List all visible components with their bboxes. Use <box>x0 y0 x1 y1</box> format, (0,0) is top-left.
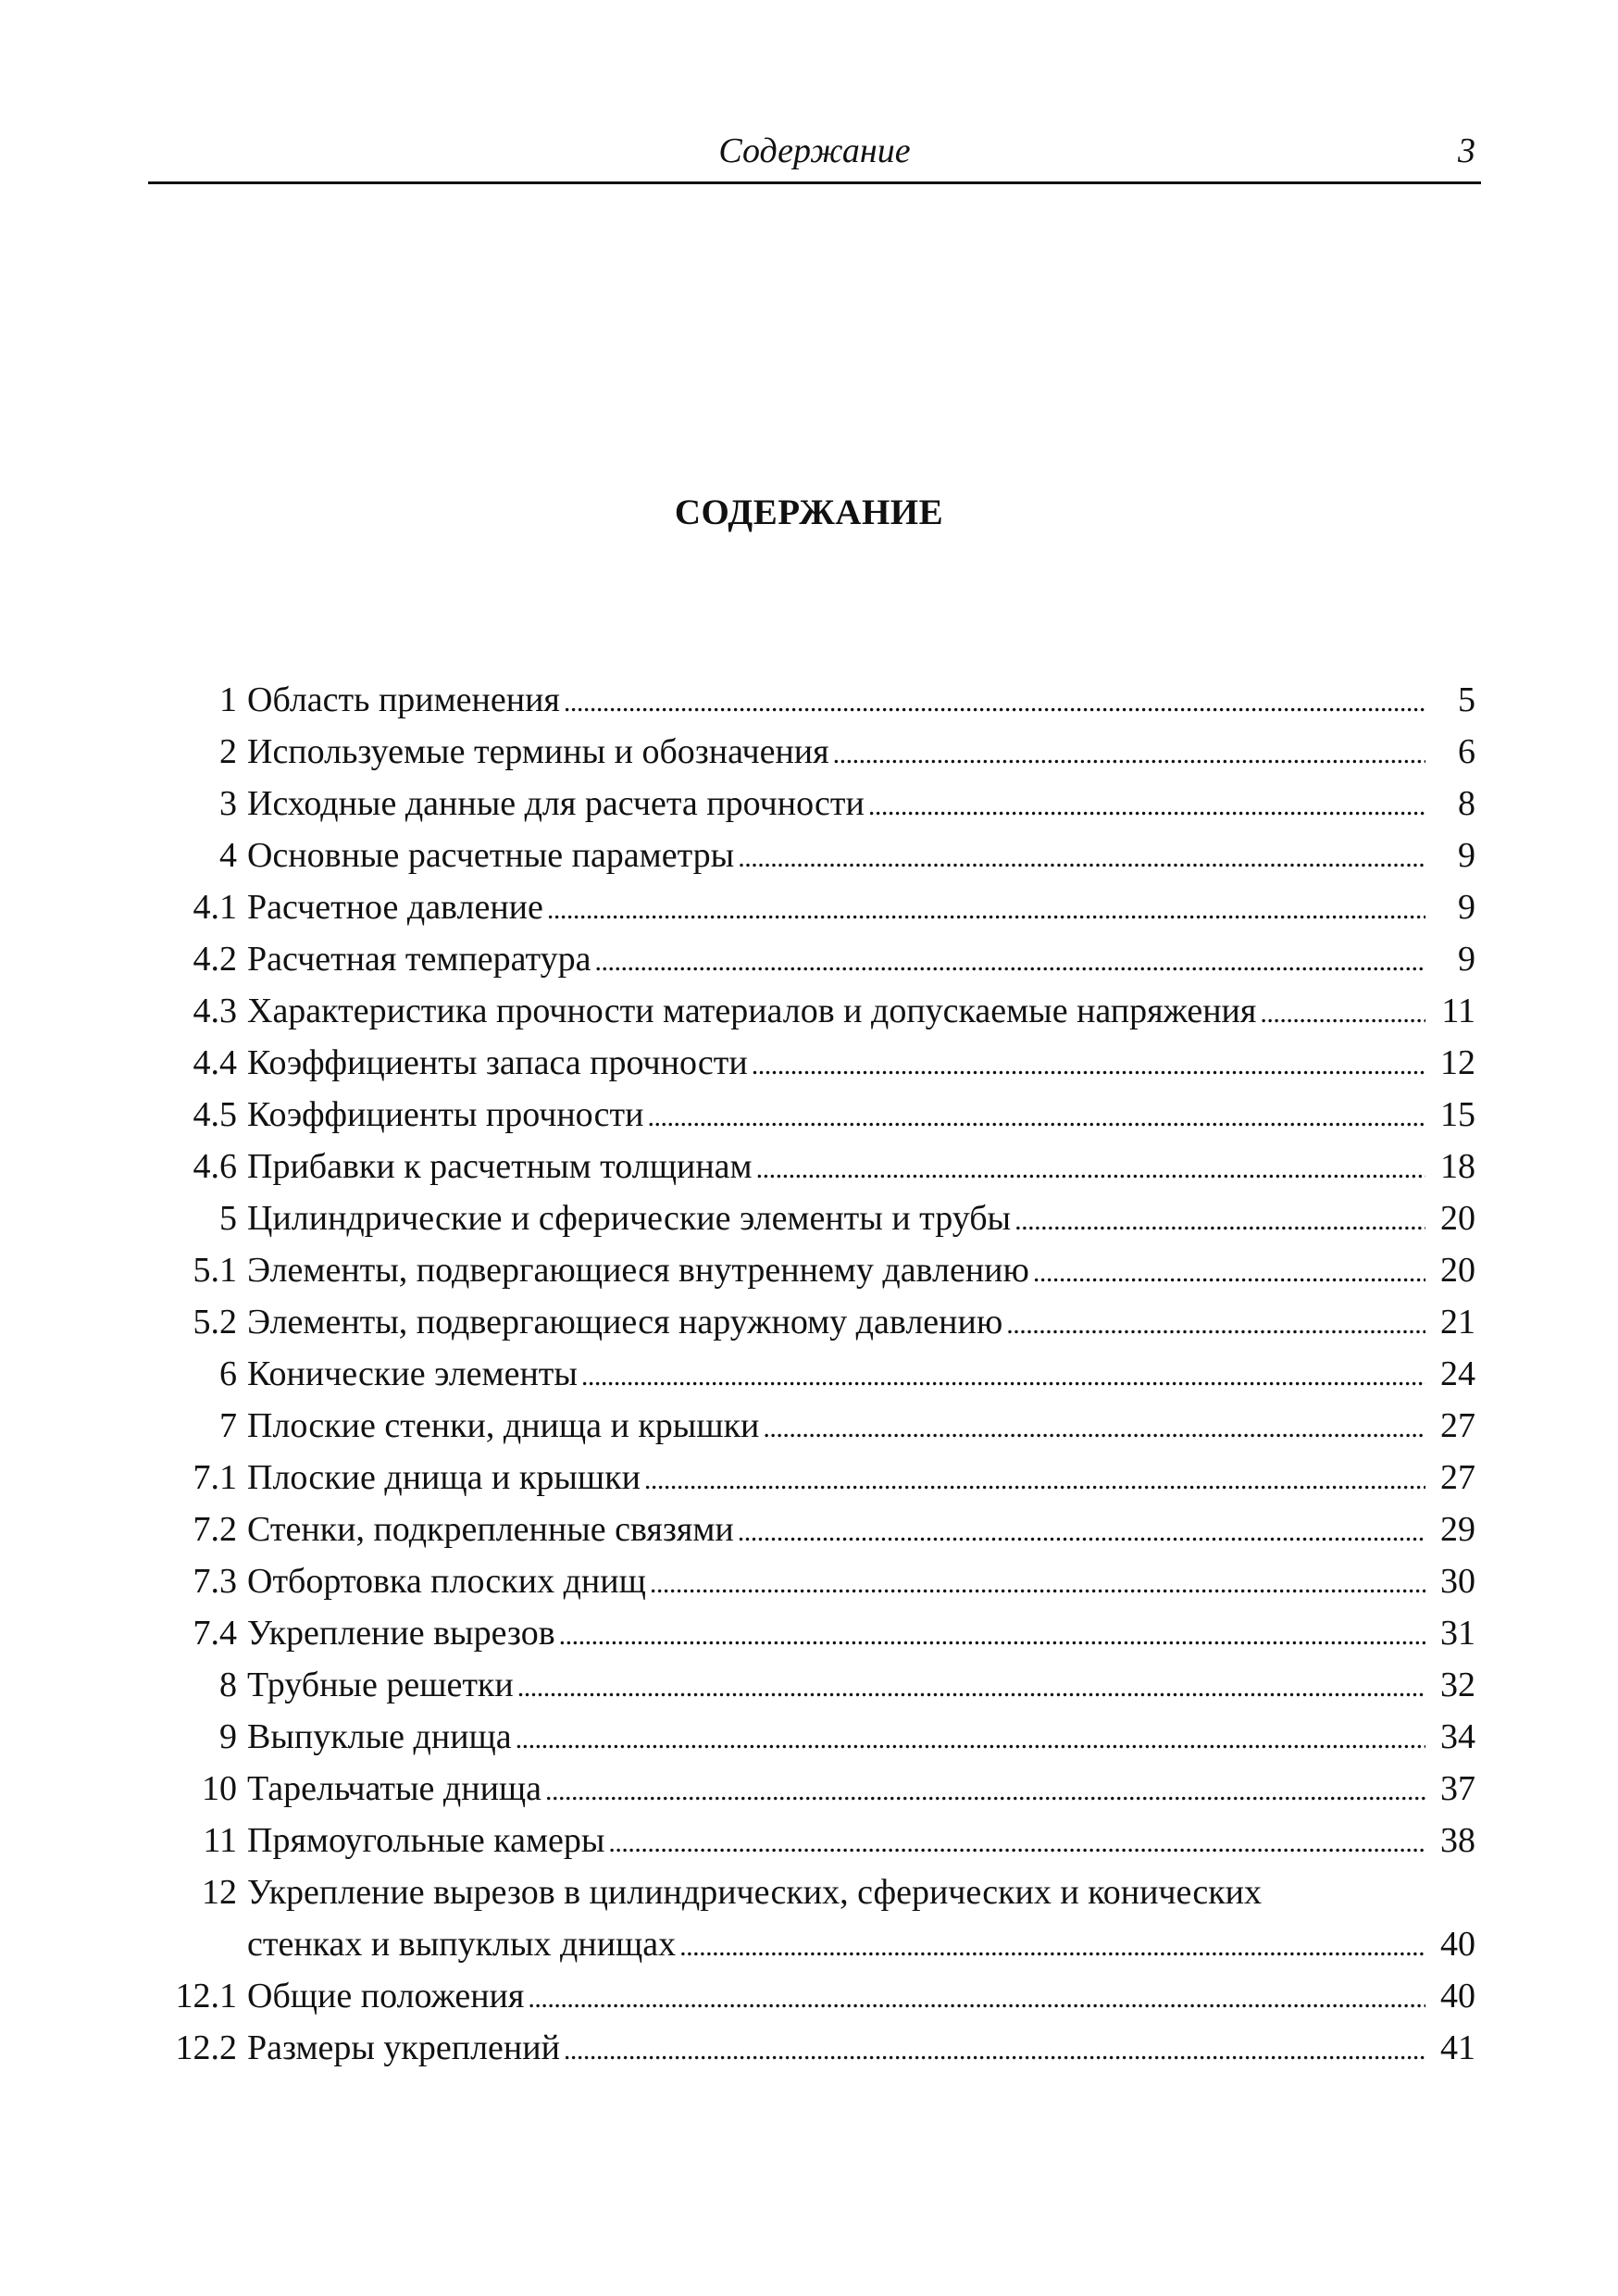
toc-entry[interactable] <box>0 1763 1618 1815</box>
toc-entry-number: 5 <box>219 1199 237 1238</box>
toc-entry-title: Коэффициенты запаса прочности <box>247 1043 748 1082</box>
toc-entry-title: Плоские днища и крышки <box>247 1458 641 1497</box>
toc-entry[interactable] <box>0 1504 1618 1555</box>
toc-entry-page: 27 <box>1440 1406 1475 1445</box>
toc-entry[interactable] <box>0 1037 1618 1089</box>
toc-entry-page: 40 <box>1440 1925 1475 1964</box>
toc-entry[interactable] <box>0 726 1618 778</box>
toc-entry[interactable] <box>0 1348 1618 1400</box>
dot-leader <box>545 1766 1425 1815</box>
toc-entry-page: 11 <box>1441 992 1475 1030</box>
toc-entry-title: Коэффициенты прочности <box>247 1095 644 1134</box>
toc-entry-title: Элементы, подвергающиеся внутреннему давлению <box>247 1251 1029 1290</box>
toc-entry-number: 8 <box>219 1666 237 1704</box>
toc-entry-page: 8 <box>1458 784 1475 823</box>
toc-entry-page: 20 <box>1440 1251 1475 1290</box>
toc-entry-page: 9 <box>1458 836 1475 875</box>
toc-entry-page: 5 <box>1458 680 1475 719</box>
toc-entry-page: 38 <box>1440 1821 1475 1860</box>
toc-entry-title: Конические элементы <box>247 1354 578 1393</box>
toc-entry-page: 24 <box>1440 1354 1475 1393</box>
toc-entry-title: Цилиндрические и сферические элементы и трубы <box>247 1199 1012 1238</box>
toc-entry-number: 7.2 <box>193 1510 237 1549</box>
toc-entry[interactable] <box>0 1452 1618 1504</box>
toc-entry[interactable] <box>0 2022 1618 2074</box>
toc-entry-title: Исходные данные для расчета прочности <box>247 784 865 823</box>
dot-leader <box>564 677 1425 726</box>
dot-leader <box>763 1403 1425 1452</box>
toc-entry-title: Укрепление вырезов <box>247 1614 555 1653</box>
toc-entry-title: Область применения <box>247 680 560 719</box>
dot-leader <box>752 1040 1425 1089</box>
dot-leader <box>1006 1299 1425 1348</box>
toc-entry-number: 6 <box>219 1354 237 1393</box>
toc-entry-page: 9 <box>1458 940 1475 979</box>
toc-entry-number: 5.2 <box>193 1303 237 1341</box>
toc-entry-title: Прямоугольные камеры <box>247 1821 605 1860</box>
toc-entry-number: 7.4 <box>193 1614 237 1653</box>
toc-entry-number: 4.1 <box>193 888 237 927</box>
running-header <box>148 128 1481 184</box>
toc-entry[interactable] <box>0 1296 1618 1348</box>
toc-entry-page: 30 <box>1440 1562 1475 1601</box>
toc-entry-number: 12.2 <box>175 2028 237 2067</box>
dot-leader <box>679 1921 1425 1970</box>
toc-entry[interactable] <box>0 1711 1618 1763</box>
toc-entry-title: Трубные решетки <box>247 1666 514 1704</box>
dot-leader <box>756 1143 1425 1192</box>
toc-entry-page: 34 <box>1440 1717 1475 1756</box>
toc-entry-number: 4.2 <box>193 940 237 979</box>
running-title: Содержание <box>718 131 911 170</box>
toc-entry-multiline[interactable] <box>0 1866 1618 1970</box>
toc-entry-number: 4.5 <box>193 1095 237 1134</box>
toc-entry-title: Характеристика прочности материалов и допускаемые напряжения <box>247 992 1257 1030</box>
dot-leader <box>738 1506 1425 1555</box>
toc-entry[interactable] <box>0 1400 1618 1452</box>
toc-entry-title-line2: стенках и выпуклых днищах <box>247 1925 677 1964</box>
toc-entry-number: 4 <box>219 836 237 875</box>
toc-entry[interactable] <box>0 674 1618 726</box>
dot-leader <box>647 1092 1425 1141</box>
toc-entry-page: 32 <box>1440 1666 1475 1704</box>
toc-entry-page: 9 <box>1458 888 1475 927</box>
toc-entry-page: 37 <box>1440 1769 1475 1808</box>
toc-entry-number: 7 <box>219 1406 237 1445</box>
toc-entry[interactable] <box>0 1555 1618 1607</box>
toc-entry-page: 15 <box>1440 1095 1475 1134</box>
toc-entry-title-line1: Укрепление вырезов в цилиндрических, сферических и конических <box>247 1873 1263 1912</box>
dot-leader <box>547 884 1425 933</box>
toc-entry-title: Расчетная температура <box>247 940 591 979</box>
toc-heading: СОДЕРЖАНИЕ <box>674 493 944 532</box>
dot-leader <box>608 1817 1425 1866</box>
toc-entry-page: 31 <box>1440 1614 1475 1653</box>
toc-entry-page: 6 <box>1458 732 1475 771</box>
toc-entry-title: Общие положения <box>247 1977 525 2015</box>
toc-entry-number: 4.3 <box>193 992 237 1030</box>
toc-entry[interactable] <box>0 830 1618 881</box>
toc-entry[interactable] <box>0 1659 1618 1711</box>
toc-entry[interactable] <box>0 1815 1618 1866</box>
toc-entry-number: 5.1 <box>193 1251 237 1290</box>
toc-entry-title: Отбортовка плоских днищ <box>247 1562 646 1601</box>
toc-entry-number: 2 <box>219 732 237 771</box>
toc-entry[interactable] <box>0 1141 1618 1192</box>
toc-entry-number: 12.1 <box>175 1977 237 2015</box>
toc-entry-title: Расчетное давление <box>247 888 543 927</box>
toc-entry-title: Плоские стенки, днища и крышки <box>247 1406 760 1445</box>
dot-leader <box>644 1454 1425 1504</box>
toc-entry[interactable] <box>0 1192 1618 1244</box>
toc-entry-page: 40 <box>1440 1977 1475 2015</box>
dot-leader <box>868 780 1425 830</box>
toc-entry-number: 1 <box>219 680 237 719</box>
toc-entry-page: 29 <box>1440 1510 1475 1549</box>
toc-entry-page: 12 <box>1440 1043 1475 1082</box>
toc-entry-number: 10 <box>202 1769 237 1808</box>
toc-entry-page: 18 <box>1440 1147 1475 1186</box>
toc-entry[interactable] <box>0 933 1618 985</box>
toc-entry[interactable] <box>0 1607 1618 1659</box>
dot-leader <box>581 1351 1425 1400</box>
toc-entry[interactable] <box>0 881 1618 933</box>
dot-leader <box>650 1558 1425 1607</box>
dot-leader <box>1033 1247 1425 1296</box>
toc-entry-number: 9 <box>219 1717 237 1756</box>
toc-entry-title: Тарельчатые днища <box>247 1769 542 1808</box>
toc-entry-page: 21 <box>1440 1303 1475 1341</box>
dot-leader <box>517 1662 1425 1711</box>
toc-entry-number: 12 <box>202 1873 237 1912</box>
toc-entry[interactable] <box>0 1244 1618 1296</box>
dot-leader <box>1014 1195 1425 1244</box>
toc-entry-title: Основные расчетные параметры <box>247 836 735 875</box>
toc-entry-number: 4.4 <box>193 1043 237 1082</box>
dot-leader <box>516 1714 1425 1763</box>
dot-leader <box>564 2025 1425 2074</box>
dot-leader <box>528 1973 1425 2022</box>
toc-entry-page: 20 <box>1440 1199 1475 1238</box>
page-number: 3 <box>1458 131 1475 170</box>
dot-leader <box>594 936 1425 985</box>
toc-entry[interactable] <box>0 1089 1618 1141</box>
toc-entry-number: 7.3 <box>193 1562 237 1601</box>
toc-entry-title: Прибавки к расчетным толщинам <box>247 1147 753 1186</box>
toc-entry-page: 41 <box>1440 2028 1475 2067</box>
toc-entry-number: 7.1 <box>193 1458 237 1497</box>
toc-entry-page: 27 <box>1440 1458 1475 1497</box>
toc-entry-number: 4.6 <box>193 1147 237 1186</box>
dot-leader <box>833 729 1425 778</box>
dot-leader <box>738 832 1425 881</box>
toc-entry[interactable] <box>0 1970 1618 2022</box>
toc-entry-title: Используемые термины и обозначения <box>247 732 829 771</box>
toc-entry-title: Стенки, подкрепленные связями <box>247 1510 734 1549</box>
dot-leader <box>559 1610 1425 1659</box>
toc-entry-number: 11 <box>203 1821 237 1860</box>
toc-entry-title: Размеры укреплений <box>247 2028 560 2067</box>
toc-entry[interactable] <box>0 778 1618 830</box>
toc-entry[interactable] <box>0 985 1618 1037</box>
dot-leader <box>1260 988 1425 1037</box>
toc-entry-number: 3 <box>219 784 237 823</box>
toc-entry-title: Элементы, подвергающиеся наружному давлению <box>247 1303 1003 1341</box>
toc-entry-title: Выпуклые днища <box>247 1717 512 1756</box>
